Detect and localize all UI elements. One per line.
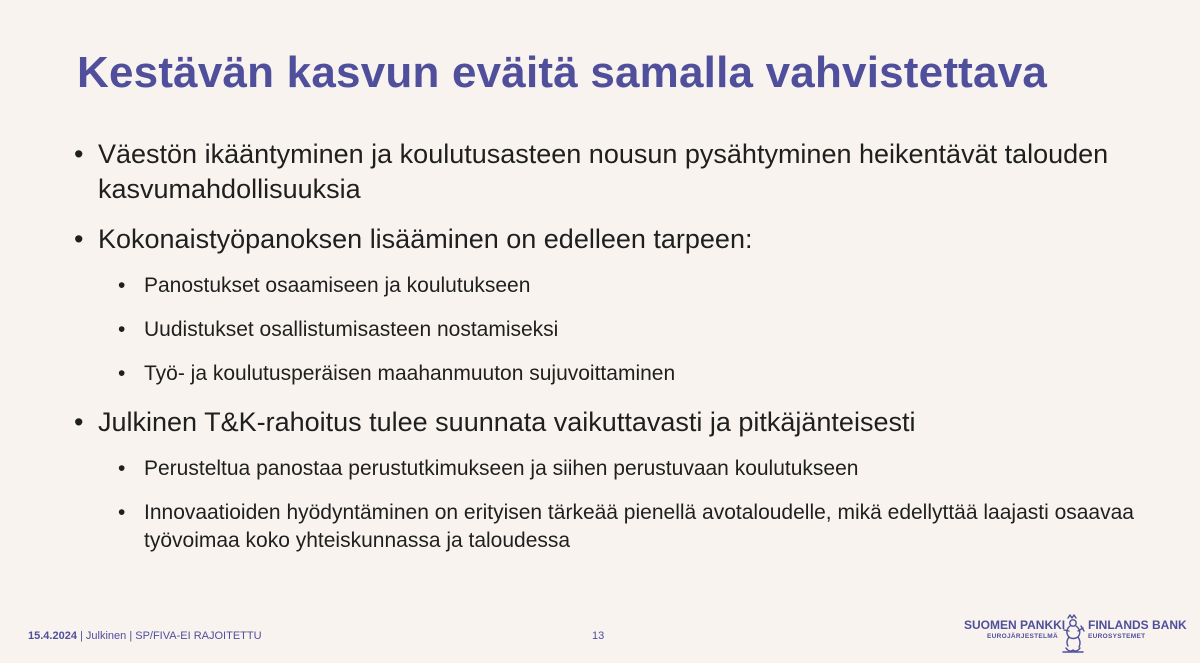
sub-bullet-item [118,499,1162,555]
sub-bullet-text: Työ- ja koulutusperäisen maahanmuuton sujuvoittaminen [144,362,676,385]
bank-logo [964,612,1187,654]
sub-bullet-marker: • [118,274,126,297]
bullet-marker: • [74,224,84,254]
sub-bullet-marker: • [118,501,126,524]
sub-bullet-text: Innovaatioiden hyödyntäminen on erityisen tärkeää pienellä avotaloudelle, mikä edellyttää laajasti osaavaa työvoimaa koko yhteiskunnassa ja taloudessa [144,501,1134,552]
logo-swedish [1088,618,1187,641]
bullet-marker: • [74,407,84,437]
sub-bullet-marker: • [118,457,126,480]
sub-bullet-item [118,272,1162,300]
logo-fi-sub: EUROJÄRJESTELMÄ [987,633,1058,640]
bullet-marker: • [74,139,84,169]
logo-fi-name: SUOMEN PANKKI [964,618,1066,632]
bullet-item [72,405,1162,440]
sub-bullet-item [118,316,1162,344]
slide-title: Kestävän kasvun eväitä samalla vahvistettava [77,48,1048,97]
lion-crest-icon [1060,612,1086,654]
footer-date: 15.4.2024 [28,630,77,642]
sub-bullet-text: Perusteltua panostaa perustutkimukseen ja siihen perustuvaan koulutukseen [144,457,859,480]
bullet-item [72,137,1162,207]
sub-bullet-item [118,360,1162,388]
bullet-text: Julkinen T&K-rahoitus tulee suunnata vaikuttavasti ja pitkäjänteisesti [98,407,916,437]
sub-bullet-text: Panostukset osaamiseen ja koulutukseen [144,274,531,297]
bullet-text: Kokonaistyöpanoksen lisääminen on edelleen tarpeen: [98,224,753,254]
footer-info [28,630,262,642]
logo-finnish [964,618,1066,641]
logo-sv-name: FINLANDS BANK [1088,618,1187,632]
page-number: 13 [592,630,605,642]
sub-bullet-text: Uudistukset osallistumisasteen nostamiseksi [144,318,559,341]
bullet-text: Väestön ikääntyminen ja koulutusasteen nousun pysähtyminen heikentävät talouden kasvumahdollisuuksia [98,139,1109,204]
bullet-item [72,222,1162,257]
sub-bullet-item [118,455,1162,483]
sub-bullet-marker: • [118,318,126,341]
sub-bullet-marker: • [118,362,126,385]
logo-sv-sub: EUROSYSTEMET [1088,633,1146,640]
bullet-list [72,137,1162,571]
footer-meta: | Julkinen | SP/FIVA-EI RAJOITETTU [76,630,262,642]
